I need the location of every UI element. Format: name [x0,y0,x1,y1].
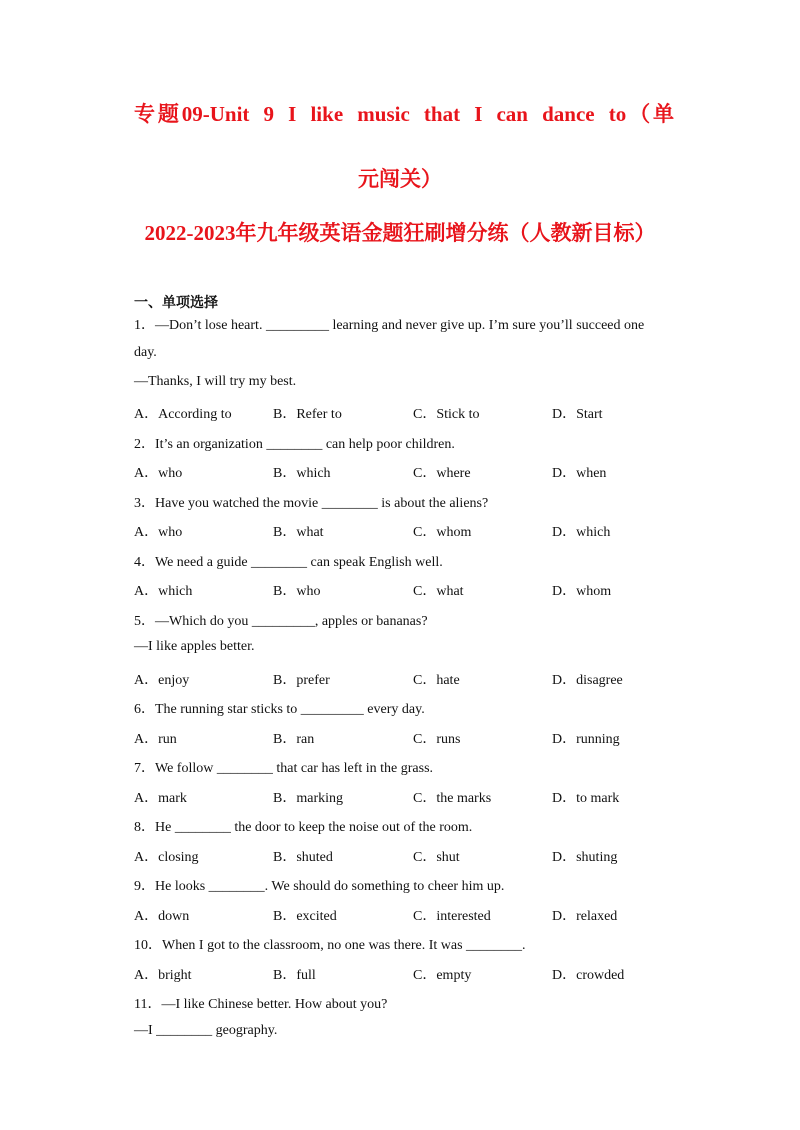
section-heading: 一、单项选择 [134,295,218,311]
option-d: D．disagree [552,673,623,688]
option-c: C．Stick to [413,407,480,422]
option-b: B．what [273,525,324,540]
option-d: D．whom [552,584,612,599]
option-b: B．which [273,466,331,481]
option-b: B．who [273,584,321,599]
option-c: C．where [413,466,471,481]
question-11-stem: 11．—I like Chinese better. How about you? [134,997,388,1012]
question-3-stem: 3．Have you watched the movie ________ is about the aliens? [134,496,489,511]
option-d: D．when [552,466,607,481]
question-1-options [134,403,694,423]
option-b: B．prefer [273,673,330,688]
question-2-options [134,462,694,482]
option-a: A．who [134,525,183,540]
option-d: D．to mark [552,791,620,806]
option-d: D．Start [552,407,603,422]
question-9-options [134,905,694,925]
question-11-reply: —I ________ geography. [134,1023,278,1038]
question-7-stem: 7．We follow ________ that car has left in the grass. [134,761,434,776]
option-c: C．whom [413,525,472,540]
option-d: D．shuting [552,850,618,865]
option-a: A．According to [134,407,232,422]
option-b: B．excited [273,909,337,924]
option-c: C．interested [413,909,491,924]
question-9-stem: 9．He looks ________. We should do something to cheer him up. [134,879,505,894]
document-subtitle: 2022-2023年九年级英语金题狂刷增分练（人教新目标） [144,221,656,245]
option-d: D．which [552,525,611,540]
option-d: D．crowded [552,968,625,983]
option-c: C．empty [413,968,472,983]
option-a: A．down [134,909,190,924]
question-5-reply: —I like apples better. [134,639,255,654]
question-8-stem: 8．He ________ the door to keep the noise out of the room. [134,820,473,835]
question-8-options [134,846,694,866]
option-c: C．the marks [413,791,492,806]
question-6-options [134,728,694,748]
option-d: D．running [552,732,620,747]
option-c: C．what [413,584,464,599]
option-b: B．marking [273,791,343,806]
question-10-stem: 10．When I got to the classroom, no one was there. It was ________. [134,938,526,953]
option-d: D．relaxed [552,909,618,924]
option-a: A．closing [134,850,199,865]
option-b: B．ran [273,732,315,747]
option-a: A．run [134,732,177,747]
question-1-stem: 1．—Don’t lose heart. _________ learning and never give up. I’m sure you’ll succeed one [134,318,645,333]
option-a: A．who [134,466,183,481]
question-10-options [134,964,694,984]
question-7-options [134,787,694,807]
document-title-line-1: 专题09-Unit 9 I like music that I can dance to（单 [134,102,674,126]
document-title-line-2: 元闯关） [358,167,442,191]
option-a: A．mark [134,791,187,806]
question-1-stem-continued: day. [134,345,157,360]
option-c: C．hate [413,673,460,688]
option-c: C．shut [413,850,460,865]
option-a: A．bright [134,968,192,983]
question-4-options [134,580,694,600]
question-2-stem: 2．It’s an organization ________ can help poor children. [134,437,455,452]
option-b: B．full [273,968,316,983]
option-b: B．shuted [273,850,333,865]
question-4-stem: 4．We need a guide ________ can speak English well. [134,555,443,570]
option-a: A．enjoy [134,673,190,688]
question-5-options [134,669,694,689]
question-5-stem: 5．—Which do you _________, apples or bananas? [134,614,428,629]
option-b: B．Refer to [273,407,342,422]
question-1-reply: —Thanks, I will try my best. [134,374,297,389]
option-a: A．which [134,584,193,599]
question-6-stem: 6．The running star sticks to _________ every day. [134,702,425,717]
option-c: C．runs [413,732,461,747]
question-3-options [134,521,694,541]
